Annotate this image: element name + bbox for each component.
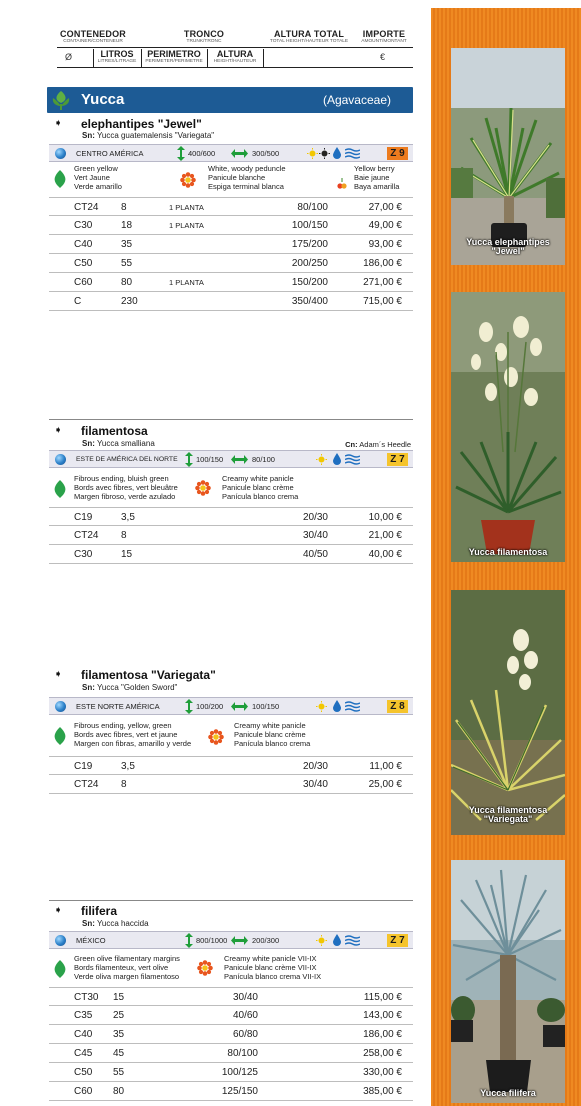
- sun-icon: [316, 935, 327, 946]
- genus-bar: [47, 87, 413, 113]
- arrow-right-icon: ➧: [54, 425, 63, 436]
- header-tronco: TRONCO TRUNK/TRONC: [183, 29, 225, 44]
- species-block-filamentosa: ➧ filamentosa Sn: Yucca smalliana Cn: Adam´s Heedle ESTE DE AMÉRICA DEL NORTE 100/150 80/100 Z 7 Fibrous ending, bluish green Bords avec fibres, vert bleuâtre Margen fibroso, verde azulado Creamy white panicle Panicule blanc crème Panícula blanco crema C19 3,5 20/30 10,00 € CT24 8 30/40 21,00 € C30 15 40/50 40,00 €: [49, 419, 413, 569]
- photo-yucca-filamentosa-variegata: [451, 590, 565, 835]
- flower-icon: [180, 172, 196, 188]
- origin-row: ESTE NORTE AMÉRICA 100/200 100/150 Z 8: [49, 697, 413, 715]
- species-common-name: Cn: Adam´s Heedle: [345, 440, 411, 449]
- header-contenedor: CONTENEDOR CONTAINER/CONTENEUR: [59, 29, 126, 44]
- description-row: [49, 164, 413, 194]
- species-block-filamentosa-variegata: ➧ filamentosa "Variegata" Sn: Yucca "Golden Sword" ESTE NORTE AMÉRICA 100/200 100/150 Z 8 Fibrous ending, yellow, green Bords avec fibres, vert et jaune Margen con fibras, amarillo y verde Creamy white panicle Panicule blanc crème Panícula blanco crema C19 3,5 20/30 11,00 € CT24 8 30/40 25,00 €: [49, 668, 413, 808]
- wind-icon: [345, 148, 360, 159]
- species-synonym: Sn: Yucca smalliana: [82, 439, 155, 448]
- hardiness-zone-badge: Z 7: [387, 453, 408, 466]
- photo-caption: Yucca filifera: [480, 1088, 536, 1098]
- table-row: C45 45 80/100 258,00 €: [49, 1044, 413, 1063]
- yucca-elephantipes-image: [451, 48, 565, 265]
- table-row: C60 80 1 PLANTA 150/200 271,00 €: [49, 273, 413, 292]
- photo-caption: Yucca filamentosa "Variegata": [468, 805, 548, 824]
- arrow-right-icon: ➧: [54, 905, 63, 916]
- price-table: [49, 507, 413, 564]
- width-arrow-icon: [231, 455, 248, 464]
- berry-icon: [337, 178, 347, 190]
- table-row: CT24 8 30/40 21,00 €: [49, 526, 413, 545]
- height-arrow-icon: [185, 699, 193, 714]
- hardiness-zone-badge: Z 7: [387, 934, 408, 947]
- table-row: C40 35 60/80 186,00 €: [49, 1025, 413, 1044]
- foliage-text: Fibrous ending, bluish green Bords avec fibres, vert bleuâtre Margen fibroso, verde azulado: [74, 474, 178, 501]
- genus-name: Yucca: [81, 91, 125, 108]
- arrow-right-icon: ➧: [54, 118, 63, 129]
- height-arrow-icon: [185, 933, 193, 948]
- genus-family: (Agavaceae): [322, 93, 391, 107]
- diameter-symbol: Ø: [65, 52, 73, 62]
- origin-row: CENTRO AMÉRICA 400/600 300/500 Z 9: [49, 144, 413, 162]
- species-block-filifera: ➧ filifera Sn: Yucca haccida MÉXICO 800/1000 200/300 Z 7 Green olive filamentary margins Bords filamenteux, vert olive Verde oliva margen filamentoso Creamy white panicle VII-IX Panicule blanc crème VII-IX Panícula blanco crema VII-IX CT30 15 30/40 115,00 € C35 25 40/60 143,00 € C40 35 60/80 186,00 € C45 45 80/100 258,00 € C50 55 100/125 330,00 € C60 80 125/150 385,00 €: [49, 900, 413, 1106]
- description-row: [49, 954, 413, 984]
- price-table: [49, 987, 413, 1101]
- globe-icon: [55, 148, 66, 159]
- table-row: C19 3,5 20/30 11,00 €: [49, 756, 413, 775]
- leaf-icon: [53, 727, 67, 745]
- description-row: [49, 474, 413, 504]
- hardiness-zone-badge: Z 8: [387, 700, 408, 713]
- table-row: CT24 8 1 PLANTA 80/100 27,00 €: [49, 197, 413, 216]
- flower-text: Creamy white panicle VII-IX Panicule blanc crème VII-IX Panícula blanco crema VII-IX: [224, 954, 322, 981]
- yucca-filamentosa-image: [451, 292, 565, 562]
- width-arrow-icon: [231, 702, 248, 711]
- table-row: C19 3,5 20/30 10,00 €: [49, 507, 413, 526]
- globe-icon: [55, 454, 66, 465]
- table-row: CT30 15 30/40 115,00 €: [49, 987, 413, 1006]
- height-arrow-icon: [177, 146, 185, 161]
- foliage-text: Green olive filamentary margins Bords filamenteux, vert olive Verde oliva margen filamentoso: [74, 954, 180, 981]
- table-row: C50 55 100/125 330,00 €: [49, 1063, 413, 1082]
- header-divider: [57, 47, 413, 48]
- leaf-logo-icon: [50, 89, 72, 111]
- hardiness-zone-badge: Z 9: [387, 147, 408, 160]
- foliage-text: Fibrous ending, yellow, green Bords avec fibres, vert et jaune Margen con fibras, amarillo y verde: [74, 721, 192, 748]
- photo-caption: Yucca elephantipes "Jewel": [466, 237, 550, 256]
- wind-icon: [345, 935, 360, 946]
- leaf-icon: [53, 170, 67, 188]
- water-drop-icon: [333, 934, 341, 946]
- arrow-right-icon: ➧: [54, 669, 63, 680]
- origin-row: MÉXICO 800/1000 200/300 Z 7: [49, 931, 413, 949]
- table-row: C30 15 40/50 40,00 €: [49, 545, 413, 564]
- flower-text: Creamy white panicle Panicule blanc crème Panícula blanco crema: [222, 474, 299, 501]
- header-importe: IMPORTE AMOUNT/MONTANT: [361, 29, 407, 44]
- flower-icon: [208, 729, 224, 745]
- sun-icon: [307, 148, 318, 159]
- sun-icon: [316, 454, 327, 465]
- fruit-text: Yellow berry Baie jaune Baya amarilla: [354, 164, 400, 191]
- photo-yucca-elephantipes: [451, 48, 565, 265]
- price-table: [49, 197, 413, 311]
- water-drop-icon: [333, 700, 341, 712]
- flower-icon: [197, 960, 213, 976]
- height-arrow-icon: [185, 452, 193, 467]
- description-row: [49, 721, 413, 751]
- header-perimetro: PERIMETRO PERIMETER/PERIMETRE: [145, 49, 203, 64]
- flower-text: White, woody peduncle Panicule blanche Espiga terminal blanca: [208, 164, 286, 191]
- price-table: [49, 756, 413, 794]
- width-arrow-icon: [231, 149, 248, 158]
- table-row: C30 18 1 PLANTA 100/150 49,00 €: [49, 216, 413, 235]
- table-row: C60 80 125/150 385,00 €: [49, 1082, 413, 1101]
- table-row: C40 35 175/200 93,00 €: [49, 235, 413, 254]
- species-synonym: Sn: Yucca "Golden Sword": [82, 683, 178, 692]
- header-litros: LITROS LITRES/LITRAGE: [97, 49, 137, 64]
- species-synonym: Sn: Yucca guatemalensis "Variegata": [82, 131, 215, 140]
- sun-icon: [316, 701, 327, 712]
- species-block-elephantipes: ➧ elephantipes "Jewel" Sn: Yucca guatemalensis "Variegata" CENTRO AMÉRICA 400/600 300/500 Z 9 Green yellow Vert Jaune Verde amarillo White, woody peduncle Panicule blanche Espiga terminal blanca Yellow berry Baie jaune Baya amarilla CT24 8 1 PLANTA 80/100 27,00 € C30 18 1 PLANTA 100/150 49,00 € C40 35 175/200 93,00 € C50 55 200/250 186,00 € C60 80 1 PLANTA 150/200 271,00 € C 230 350/400 715,00 €: [49, 117, 413, 317]
- water-drop-icon: [333, 147, 341, 159]
- header-altura-total: ALTURA TOTAL TOTAL HEIGHT/HAUTEUR TOTALE: [269, 29, 349, 44]
- wind-icon: [345, 454, 360, 465]
- leaf-icon: [53, 480, 67, 498]
- origin-row: ESTE DE AMÉRICA DEL NORTE 100/150 80/100 Z 7: [49, 450, 413, 468]
- table-row: C50 55 200/250 186,00 €: [49, 254, 413, 273]
- wind-icon: [345, 701, 360, 712]
- header-altura: ALTURA HEIGHT/HAUTEUR: [213, 49, 257, 64]
- photo-yucca-filifera: [451, 860, 565, 1103]
- photo-yucca-filamentosa: [451, 292, 565, 562]
- table-row: C 230 350/400 715,00 €: [49, 292, 413, 311]
- flower-text: Creamy white panicle Panicule blanc crème Panícula blanco crema: [234, 721, 311, 748]
- column-header: [57, 26, 413, 68]
- globe-icon: [55, 935, 66, 946]
- table-row: C35 25 40/60 143,00 €: [49, 1006, 413, 1025]
- table-row: CT24 8 30/40 25,00 €: [49, 775, 413, 794]
- foliage-text: Green yellow Vert Jaune Verde amarillo: [74, 164, 122, 191]
- globe-icon: [55, 701, 66, 712]
- photo-caption: Yucca filamentosa: [468, 547, 548, 557]
- yucca-filamentosa-variegata-image: [451, 590, 565, 835]
- yucca-filifera-image: [451, 860, 565, 1103]
- species-synonym: Sn: Yucca haccida: [82, 919, 149, 928]
- water-drop-icon: [333, 453, 341, 465]
- currency-symbol: €: [380, 52, 386, 62]
- leaf-icon: [53, 960, 67, 978]
- width-arrow-icon: [231, 936, 248, 945]
- flower-icon: [195, 480, 211, 496]
- half-sun-icon: [319, 148, 330, 159]
- header-bottom-line: [57, 67, 413, 68]
